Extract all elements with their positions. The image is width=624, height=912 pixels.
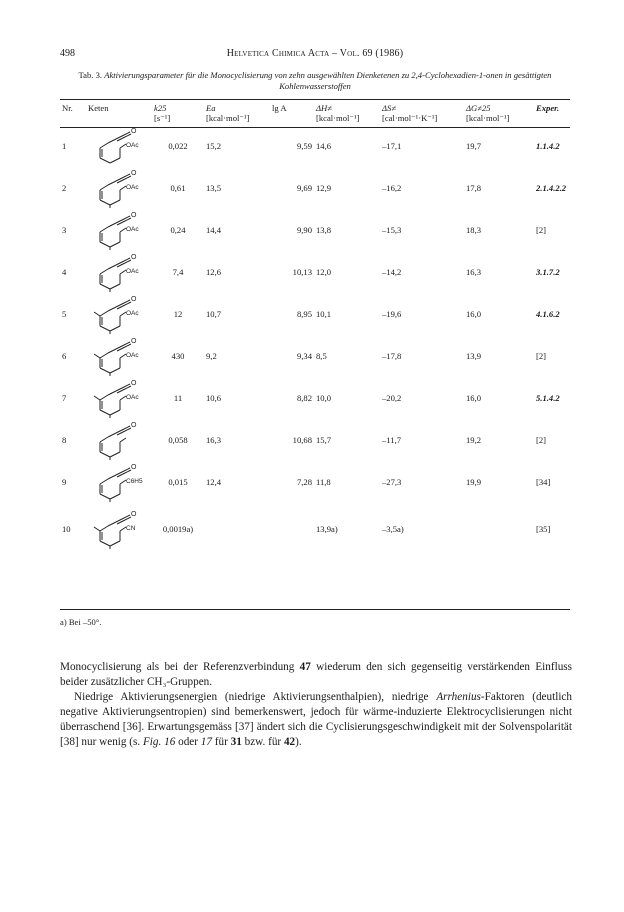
cell-nr: 3 [62,225,67,235]
cell-lga: 9,69 [296,183,312,193]
cell-dg: 16,0 [466,393,482,403]
bond-line [120,438,126,442]
substituent-label: OAc [126,394,139,401]
col-exper [534,103,570,125]
cell-exper: [34] [536,477,551,487]
dienketene-structure [88,509,148,549]
cell-ea: 16,3 [206,435,222,445]
cell-ea: 9,2 [206,351,217,361]
bond-line [100,269,108,274]
table-label: Tab. 3. [78,70,103,80]
oxygen-label: O [131,128,137,135]
exper-label: Exper. [536,103,560,113]
table-caption-text: Aktivierungsparameter für die Monocyclisierung von zehn ausgewählten Dienketenen zu 2,4-Cyclohexadien-1-onen in gesättigten Kohlenwasserstoffen [104,70,552,91]
bond-line [94,312,100,316]
bond-line [100,410,110,415]
cell-keten-structure [86,377,152,419]
cell-lga: 8,82 [296,393,312,403]
substituent-label: OAc [126,352,139,359]
bond-line [108,522,116,526]
col-ds [380,103,464,125]
bond-line [110,541,120,546]
oxygen-label: O [131,212,137,219]
p2-text-a: Niedrige Aktivierungsenergien (niedrige Aktivierungsenthalpien), niedrige [74,691,437,703]
lga-symbol: lg A [272,103,287,113]
bond-line [94,354,100,358]
cell-dh: 10,1 [316,309,332,319]
cell-ds: –11,7 [382,435,402,445]
oxygen-label: O [131,170,137,177]
cell-ea: 13,5 [206,183,222,193]
cell-ea: 10,6 [206,393,222,403]
dienketene-structure [88,126,148,166]
col-dh [314,103,380,125]
bond-line [100,526,108,531]
cell-k25: 11 [173,393,183,403]
cell-dg: 16,3 [466,267,482,277]
oxygen-label: O [131,296,137,303]
table-row [60,503,570,555]
bond-line [100,395,108,400]
compound-ref-47: 47 [299,661,311,673]
cell-ds: –17,1 [382,141,402,151]
page-number: 498 [60,48,75,59]
k25-unit: [s⁻¹] [154,113,171,123]
table-bottom-rule [60,609,570,610]
table-header-row [60,103,570,125]
col-ea [204,103,270,125]
cell-nr: 9 [62,477,67,487]
bond-line [108,307,116,311]
bond-line [108,391,116,395]
cell-dh: 10,0 [316,393,332,403]
ea-symbol: Ea [206,103,216,113]
cell-k25: 0,022 [168,141,188,151]
p1-text-a: Monocyclisierung als bei der Referenzverbindung [60,661,300,673]
bond-line [100,479,108,484]
cell-k25: 0,24 [170,225,186,235]
oxygen-label: O [131,464,137,471]
bond-line [108,139,116,143]
bond-line [108,475,116,479]
substituent-label: OAc [126,184,139,191]
cell-keten-structure [86,209,152,251]
cell-dh: 13,8 [316,225,332,235]
cell-keten-structure [86,167,152,209]
cell-k25: 0,058 [168,435,188,445]
cell-ds: –20,2 [382,393,402,403]
cell-dh: 12,9 [316,183,332,193]
table-top-rule [60,99,570,100]
cell-dh: 15,7 [316,435,332,445]
cell-exper: 2.1.4.2.2 [536,183,567,193]
cell-ds: –14,2 [382,267,402,277]
cell-ds: –27,3 [382,477,402,487]
cell-keten-structure [86,335,152,377]
cell-nr: 10 [62,524,71,534]
ds-unit: [cal·mol⁻¹·K⁻¹] [382,113,438,123]
cell-nr: 5 [62,309,67,319]
substituent-label: OAc [126,226,139,233]
activation-parameters-table [60,103,570,555]
bond-line [108,223,116,227]
cell-lga: 9,90 [296,225,312,235]
cell-k25: 7,4 [172,267,184,277]
ds-symbol: ΔS≠ [382,103,397,113]
table-row [60,251,570,293]
cell-lga: 9,59 [296,141,312,151]
cell-ea: 14,4 [206,225,222,235]
k25-symbol: k25 [154,103,167,113]
oxygen-label: O [131,254,137,261]
cell-ds: –19,6 [382,309,402,319]
cell-dg: 13,9 [466,351,482,361]
cell-dh: 13,9a) [316,524,338,534]
cell-ea: 12,4 [206,477,222,487]
cell-exper: 3.1.7.2 [536,267,560,277]
oxygen-label: O [131,338,137,345]
bond-line [108,349,116,353]
bond-line [100,242,110,247]
oxygen-label: O [131,511,137,518]
cell-keten-structure [86,461,152,503]
compound-ref-31: 31 [230,736,242,748]
cell-k25: 430 [171,351,185,361]
bond-line [100,143,108,148]
bond-line [108,181,116,185]
cell-dg: 18,3 [466,225,482,235]
cell-k25: 0,0019a) [162,524,194,534]
col-nr: Nr. [62,103,73,113]
cell-keten-structure [86,419,152,461]
cell-ea: 12,6 [206,267,222,277]
bond-line [100,326,110,331]
bond-line [100,494,110,499]
bond-line [110,158,120,163]
p2-text-e: bzw. für [241,736,284,748]
cell-dh: 11,8 [316,477,331,487]
bond-line [100,284,110,289]
bond-line [110,242,120,247]
cell-ds: –16,2 [382,183,402,193]
dienketene-structure [88,252,148,292]
cell-exper: 4.1.6.2 [536,309,560,319]
cell-exper: 1.1.4.2 [536,141,560,151]
dienketene-structure [88,420,148,460]
cell-lga [270,503,314,555]
dienketene-structure [88,210,148,250]
cell-ea: 15,2 [206,141,222,151]
cell-nr: 2 [62,183,67,193]
cell-dh: 12,0 [316,267,332,277]
p2-text-c: oder [175,736,201,748]
bond-line [110,452,120,457]
bond-line [108,265,116,269]
bond-line [110,494,120,499]
cell-ea: 10,7 [206,309,222,319]
table-row [60,125,570,167]
col-k25 [152,103,204,125]
cell-dh: 14,6 [316,141,332,151]
bond-line [100,437,108,442]
bond-line [110,368,120,373]
journal-running-title: Helvetica Chimica Acta – Vol. 69 (1986) [226,48,404,59]
cell-ds: –17,8 [382,351,402,361]
cell-keten-structure [86,503,152,555]
substituent-label: CN [126,525,136,532]
p2-text-d: für [211,736,231,748]
bond-line [110,284,120,289]
dh-unit: [kcal·mol⁻¹] [316,113,360,123]
bond-line [100,368,110,373]
cell-lga: 7,28 [296,477,312,487]
p1-text-b: wiederum den sich gegenseitig verstärkenden Einfluss beider zusätzlicher CH₃-Gruppen. [60,661,572,688]
col-lga [270,103,314,125]
dienketene-structure [88,168,148,208]
paragraph-2 [60,690,572,750]
substituent-label: OAc [126,310,139,317]
bond-line [100,158,110,163]
substituent-label: OAc [126,142,139,149]
dh-symbol: ΔH≠ [316,103,332,113]
substituent-label: C6H5 [126,478,143,485]
p2-text-b: -Faktoren (deutlich negative Aktivierungsentropien) sind bemerkenswert, jedoch für wärme-induzierte Elektrocyclisierungen nicht überraschend [36]. Erwartungsgemäss [37] ändert sich die Cyclisierungsgeschwindigkeit mit der Solvenspolarität [38] nur wenig (s. [60,691,572,748]
bond-line [100,185,108,190]
table-row [60,167,570,209]
cell-nr: 1 [62,141,67,151]
bond-line [94,396,100,400]
bond-line [100,452,110,457]
cell-nr: 4 [62,267,67,277]
table-row [60,461,570,503]
cell-nr: 6 [62,351,67,361]
cell-keten-structure [86,293,152,335]
cell-k25: 0,015 [168,477,188,487]
table-row [60,293,570,335]
dienketene-structure [88,378,148,418]
bond-line [100,311,108,316]
cell-dg [464,503,534,555]
bond-line [94,527,100,531]
dg-symbol: ΔG≠25 [466,103,491,113]
oxygen-label: O [131,380,137,387]
bond-line [100,227,108,232]
table-row [60,419,570,461]
cell-lga: 10,68 [292,435,312,445]
cell-k25: 0,61 [170,183,186,193]
bond-line [108,433,116,437]
cell-keten-structure [86,251,152,293]
cell-dh: 8,5 [316,351,327,361]
dienketene-structure [88,336,148,376]
cell-dg: 19,7 [466,141,482,151]
fig-17-ref: 17 [200,736,212,748]
cell-dg: 19,2 [466,435,482,445]
cell-ea [204,503,270,555]
substituent-label: OAc [126,268,139,275]
cell-exper: 5.1.4.2 [536,393,560,403]
fig-16-ref: Fig. 16 [142,736,176,748]
cell-lga: 9,34 [296,351,312,361]
cell-ds: –3,5a) [382,524,404,534]
bond-line [110,410,120,415]
dienketene-structure [88,462,148,502]
dienketene-structure [88,294,148,334]
arrhenius-term: Arrhenius [436,691,481,703]
body-text [60,660,572,750]
cell-dg: 19,9 [466,477,482,487]
cell-dg: 16,0 [466,309,482,319]
ea-unit: [kcal·mol⁻¹] [206,113,250,123]
cell-lga: 10,13 [292,267,312,277]
cell-keten-structure [86,125,152,167]
bond-line [100,353,108,358]
cell-ds: –15,3 [382,225,402,235]
table-row [60,209,570,251]
cell-dg: 17,8 [466,183,482,193]
table-row [60,377,570,419]
cell-lga: 8,95 [296,309,312,319]
col-dg [464,103,534,125]
bond-line [100,200,110,205]
compound-ref-42: 42 [283,736,296,748]
cell-exper: [2] [536,351,547,361]
paragraph-1 [60,660,572,690]
cell-nr: 7 [62,393,67,403]
oxygen-label: O [131,422,137,429]
bond-line [100,541,110,546]
bond-line [110,326,120,331]
cell-exper: [2] [536,435,547,445]
dg-unit: [kcal·mol⁻¹] [466,113,510,123]
bond-line [110,200,120,205]
cell-exper: [35] [536,524,551,534]
cell-k25: 12 [173,309,183,319]
table-row [60,335,570,377]
table-caption [60,70,570,92]
table-footnote: a) Bei –50°. [60,617,102,627]
cell-exper: [2] [536,225,547,235]
col-keten: Keten [88,103,109,113]
p2-text-f: ). [295,736,302,748]
cell-nr: 8 [62,435,67,445]
